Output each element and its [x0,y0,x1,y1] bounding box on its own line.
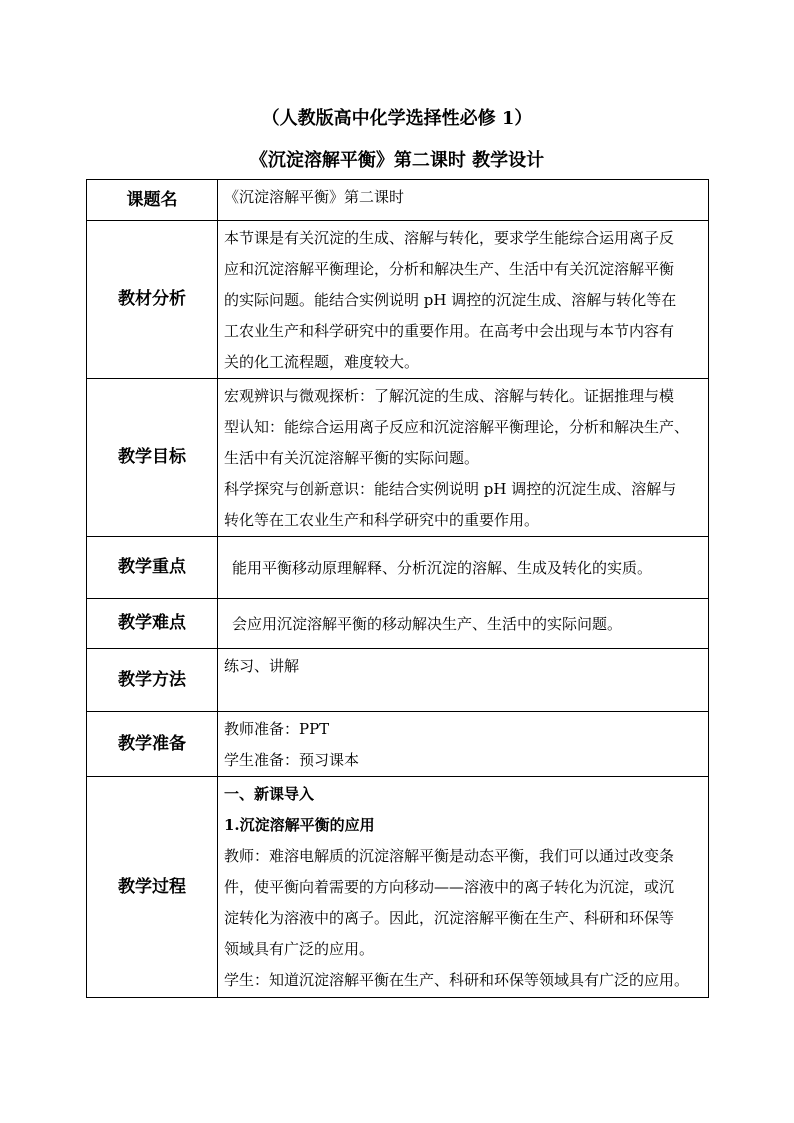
table-row [87,777,709,998]
key-text: 能用平衡移动原理解释、分析沉淀的溶解、生成及转化的实质。 [218,537,709,599]
row-label-topic: 课题名 [87,180,218,221]
material-text [218,221,709,379]
text-line: 的实际问题。能结合实例说明 pH 调控的沉淀生成、溶解与转化等在 [224,291,677,309]
text-line: 学生：知道沉淀溶解平衡在生产、科研和环保等领域具有广泛的应用。 [224,971,690,989]
student-prep: 学生准备：预习课本 [224,751,360,769]
process-text [218,777,709,998]
table-row [87,379,709,537]
difficult-text: 会应用沉淀溶解平衡的移动解决生产、生活中的实际问题。 [218,599,709,649]
table-row [87,599,709,649]
teacher-prep: 教师准备：PPT [224,720,330,738]
document-title-line1: （人教版高中化学选择性必修 1） [261,108,533,129]
text-line: 领域具有广泛的应用。 [224,940,375,958]
text-line: 转化等在工农业生产和科学研究中的重要作用。 [224,511,540,529]
row-label-process: 教学过程 [87,777,218,998]
row-label-material: 教材分析 [87,221,218,379]
prep-text [218,712,709,777]
section-heading: 一、新课导入 [224,785,315,803]
table-row [87,712,709,777]
row-label-key: 教学重点 [87,537,218,599]
text-line: 生活中有关沉淀溶解平衡的实际问题。 [224,449,480,467]
table-row [87,537,709,599]
text-line: 宏观辨识与微观探析：了解沉淀的生成、溶解与转化。证据推理与模 [224,387,675,405]
text-line: 件，使平衡向着需要的方向移动——溶液中的离子转化为沉淀，或沉 [224,878,675,896]
text-line: 工农业生产和科学研究中的重要作用。在高考中会出现与本节内容有 [224,322,675,340]
subsection-heading: 1.沉淀溶解平衡的应用 [224,816,375,834]
method-text: 练习、讲解 [218,649,709,712]
row-label-method: 教学方法 [87,649,218,712]
table-row [87,180,709,221]
text-line: 科学探究与创新意识：能结合实例说明 pH 调控的沉淀生成、溶解与 [224,480,677,498]
text-line: 淀转化为溶液中的离子。因此，沉淀溶解平衡在生产、科研和环保等 [224,909,675,927]
text-line: 本节课是有关沉淀的生成、溶解与转化，要求学生能综合运用离子反 [224,229,675,247]
topic-value: 《沉淀溶解平衡》第二课时 [218,180,709,221]
text-line: 教师：难溶电解质的沉淀溶解平衡是动态平衡，我们可以通过改变条 [224,847,675,865]
document-title-line2: 《沉淀溶解平衡》第二课时 教学设计 [249,150,545,171]
lesson-plan-table [86,179,709,998]
table-row [87,649,709,712]
table-row [87,221,709,379]
row-label-difficult: 教学难点 [87,599,218,649]
text-line: 型认知：能综合运用离子反应和沉淀溶解平衡理论，分析和解决生产、 [224,418,690,436]
text-line: 应和沉淀溶解平衡理论，分析和解决生产、生活中有关沉淀溶解平衡 [224,260,675,278]
row-label-prep: 教学准备 [87,712,218,777]
row-label-goals: 教学目标 [87,379,218,537]
goals-text [218,379,709,537]
text-line: 关的化工流程题，难度较大。 [224,353,420,371]
